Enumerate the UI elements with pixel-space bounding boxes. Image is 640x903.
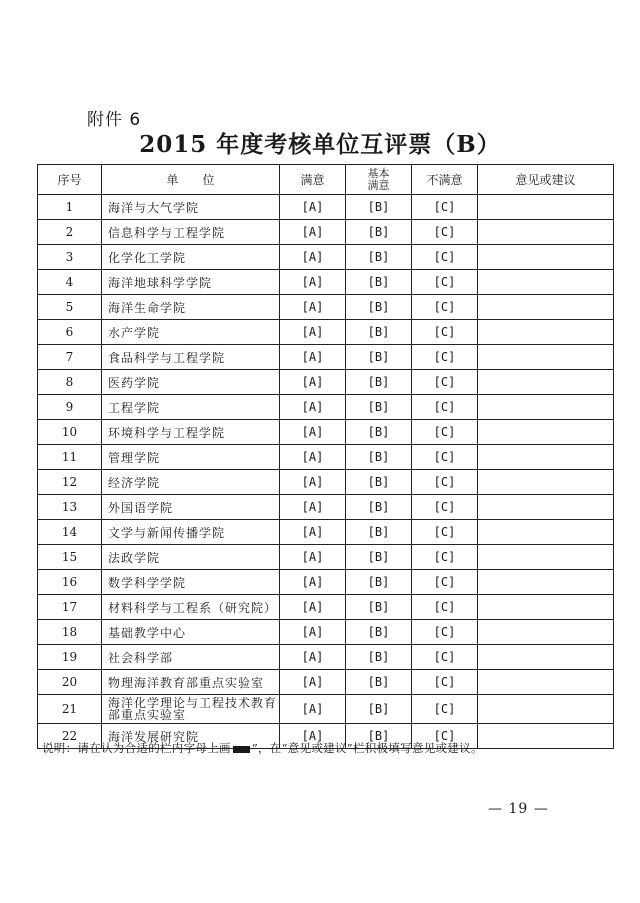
choice-b-basic-satisfied[interactable]: [B] — [346, 545, 412, 570]
choice-c-unsatisfied[interactable]: [C] — [412, 220, 478, 245]
choice-a-satisfied[interactable]: [A] — [280, 270, 346, 295]
row-unit-name: 材料科学与工程系（研究院） — [102, 595, 280, 620]
table-row — [38, 670, 614, 695]
choice-c-unsatisfied[interactable]: [C] — [412, 395, 478, 420]
comments-cell[interactable] — [478, 495, 614, 520]
instruction-note — [42, 740, 483, 756]
choice-a-satisfied[interactable]: [A] — [280, 470, 346, 495]
row-unit-name: 工程学院 — [102, 395, 280, 420]
row-index: 7 — [38, 345, 102, 370]
choice-a-satisfied[interactable]: [A] — [280, 520, 346, 545]
table-row — [38, 620, 614, 645]
table-row — [38, 595, 614, 620]
choice-c-unsatisfied[interactable]: [C] — [412, 570, 478, 595]
comments-cell[interactable] — [478, 195, 614, 220]
comments-cell[interactable] — [478, 695, 614, 724]
header-unsatisfied: 不满意 — [412, 165, 478, 195]
table-row — [38, 295, 614, 320]
comments-cell[interactable] — [478, 295, 614, 320]
choice-c-unsatisfied[interactable]: [C] — [412, 520, 478, 545]
table-row — [38, 245, 614, 270]
choice-b-basic-satisfied[interactable]: [B] — [346, 724, 412, 749]
choice-b-basic-satisfied[interactable]: [B] — [346, 395, 412, 420]
row-unit-name: 海洋地球科学学院 — [102, 270, 280, 295]
choice-c-unsatisfied[interactable]: [C] — [412, 295, 478, 320]
choice-c-unsatisfied[interactable]: [C] — [412, 724, 478, 749]
row-index: 19 — [38, 645, 102, 670]
row-unit-name: 食品科学与工程学院 — [102, 345, 280, 370]
row-unit-name: 经济学院 — [102, 470, 280, 495]
choice-a-satisfied[interactable]: [A] — [280, 195, 346, 220]
header-basic-line1: 基本 — [367, 166, 390, 180]
row-unit-name: 数学科学学院 — [102, 570, 280, 595]
choice-b-basic-satisfied[interactable]: [B] — [346, 195, 412, 220]
header-comments: 意见或建议 — [478, 165, 614, 195]
choice-c-unsatisfied[interactable]: [C] — [412, 270, 478, 295]
row-unit-name: 化学化工学院 — [102, 245, 280, 270]
choice-a-satisfied[interactable]: [A] — [280, 245, 346, 270]
comments-cell[interactable] — [478, 595, 614, 620]
row-index: 8 — [38, 370, 102, 395]
choice-b-basic-satisfied[interactable]: [B] — [346, 445, 412, 470]
choice-b-basic-satisfied[interactable]: [B] — [346, 320, 412, 345]
evaluation-table — [37, 164, 614, 749]
header-satisfied: 满意 — [280, 165, 346, 195]
table-row — [38, 395, 614, 420]
row-index: 18 — [38, 620, 102, 645]
header-index: 序号 — [38, 165, 102, 195]
choice-c-unsatisfied[interactable]: [C] — [412, 345, 478, 370]
row-index: 2 — [38, 220, 102, 245]
row-index: 13 — [38, 495, 102, 520]
row-index: 20 — [38, 670, 102, 695]
comments-cell[interactable] — [478, 545, 614, 570]
row-unit-name: 海洋发展研究院 — [102, 724, 280, 749]
row-unit-name: 医药学院 — [102, 370, 280, 395]
row-unit-name: 文学与新闻传播学院 — [102, 520, 280, 545]
row-unit-name: 海洋与大气学院 — [102, 195, 280, 220]
row-index: 3 — [38, 245, 102, 270]
choice-c-unsatisfied[interactable]: [C] — [412, 445, 478, 470]
choice-a-satisfied[interactable]: [A] — [280, 620, 346, 645]
row-index: 6 — [38, 320, 102, 345]
row-index: 4 — [38, 270, 102, 295]
choice-c-unsatisfied[interactable]: [C] — [412, 595, 478, 620]
table-row — [38, 270, 614, 295]
comments-cell[interactable] — [478, 370, 614, 395]
choice-c-unsatisfied[interactable]: [C] — [412, 695, 478, 724]
header-unit: 单 位 — [102, 165, 280, 195]
choice-a-satisfied[interactable]: [A] — [280, 695, 346, 724]
row-unit-name: 物理海洋教育部重点实验室 — [102, 670, 280, 695]
choice-b-basic-satisfied[interactable]: [B] — [346, 670, 412, 695]
choice-c-unsatisfied[interactable]: [C] — [412, 545, 478, 570]
choice-a-satisfied[interactable]: [A] — [280, 370, 346, 395]
choice-a-satisfied[interactable]: [A] — [280, 320, 346, 345]
comments-cell[interactable] — [478, 420, 614, 445]
choice-a-satisfied[interactable]: [A] — [280, 645, 346, 670]
table-row — [38, 695, 614, 724]
choice-a-satisfied[interactable]: [A] — [280, 395, 346, 420]
choice-b-basic-satisfied[interactable]: [B] — [346, 370, 412, 395]
note-text-after: ”，在“意见或建议”栏积极填写意见或建议。 — [251, 741, 483, 755]
choice-c-unsatisfied[interactable]: [C] — [412, 645, 478, 670]
page-number: — 19 — — [488, 801, 549, 817]
row-index: 1 — [38, 195, 102, 220]
choice-c-unsatisfied[interactable]: [C] — [412, 320, 478, 345]
table-row — [38, 470, 614, 495]
row-unit-name: 外国语学院 — [102, 495, 280, 520]
table-row — [38, 570, 614, 595]
choice-c-unsatisfied[interactable]: [C] — [412, 620, 478, 645]
table-row — [38, 645, 614, 670]
page-title: 2015 年度考核单位互评票（B） — [139, 131, 501, 158]
row-unit-name: 基础教学中心 — [102, 620, 280, 645]
row-index: 21 — [38, 695, 102, 724]
choice-b-basic-satisfied[interactable]: [B] — [346, 295, 412, 320]
choice-b-basic-satisfied[interactable]: [B] — [346, 570, 412, 595]
table-row — [38, 520, 614, 545]
row-index: 17 — [38, 595, 102, 620]
choice-b-basic-satisfied[interactable]: [B] — [346, 270, 412, 295]
comments-cell[interactable] — [478, 520, 614, 545]
table-row — [38, 370, 614, 395]
comments-cell[interactable] — [478, 320, 614, 345]
choice-c-unsatisfied[interactable]: [C] — [412, 420, 478, 445]
comments-cell[interactable] — [478, 670, 614, 695]
comments-cell[interactable] — [478, 395, 614, 420]
choice-b-basic-satisfied[interactable]: [B] — [346, 420, 412, 445]
row-unit-name: 水产学院 — [102, 320, 280, 345]
table-header-row — [38, 165, 614, 195]
choice-c-unsatisfied[interactable]: [C] — [412, 370, 478, 395]
row-unit-name: 法政学院 — [102, 545, 280, 570]
choice-b-basic-satisfied[interactable]: [B] — [346, 620, 412, 645]
row-index: 14 — [38, 520, 102, 545]
choice-a-satisfied[interactable]: [A] — [280, 570, 346, 595]
choice-b-basic-satisfied[interactable]: [B] — [346, 470, 412, 495]
comments-cell[interactable] — [478, 620, 614, 645]
marking-sample — [233, 746, 250, 753]
choice-c-unsatisfied[interactable]: [C] — [412, 495, 478, 520]
comments-cell[interactable] — [478, 245, 614, 270]
comments-cell[interactable] — [478, 724, 614, 749]
table-row — [38, 345, 614, 370]
row-index: 11 — [38, 445, 102, 470]
row-unit-name: 管理学院 — [102, 445, 280, 470]
row-index: 9 — [38, 395, 102, 420]
row-index: 12 — [38, 470, 102, 495]
row-unit-name: 环境科学与工程学院 — [102, 420, 280, 445]
row-index: 16 — [38, 570, 102, 595]
table-row — [38, 195, 614, 220]
choice-b-basic-satisfied[interactable]: [B] — [346, 345, 412, 370]
choice-a-satisfied[interactable]: [A] — [280, 420, 346, 445]
table-row — [38, 220, 614, 245]
comments-cell[interactable] — [478, 220, 614, 245]
choice-a-satisfied[interactable]: [A] — [280, 724, 346, 749]
choice-a-satisfied[interactable]: [A] — [280, 545, 346, 570]
row-unit-name: 海洋生命学院 — [102, 295, 280, 320]
choice-a-satisfied[interactable]: [A] — [280, 220, 346, 245]
choice-a-satisfied[interactable]: [A] — [280, 345, 346, 370]
attachment-label: 附件 6 — [87, 110, 142, 130]
row-index: 10 — [38, 420, 102, 445]
choice-b-basic-satisfied[interactable]: [B] — [346, 695, 412, 724]
choice-a-satisfied[interactable]: [A] — [280, 295, 346, 320]
choice-b-basic-satisfied[interactable]: [B] — [346, 645, 412, 670]
table-row — [38, 320, 614, 345]
choice-a-satisfied[interactable]: [A] — [280, 670, 346, 695]
note-text-before: 说明：请在认为合适的栏内字母上画 — [42, 741, 231, 755]
comments-cell[interactable] — [478, 645, 614, 670]
comments-cell[interactable] — [478, 345, 614, 370]
row-unit-name: 海洋化学理论与工程技术教育部重点实验室 — [102, 695, 280, 724]
table-row — [38, 445, 614, 470]
choice-c-unsatisfied[interactable]: [C] — [412, 245, 478, 270]
row-unit-name: 信息科学与工程学院 — [102, 220, 280, 245]
row-index: 5 — [38, 295, 102, 320]
row-index: 15 — [38, 545, 102, 570]
choice-a-satisfied[interactable]: [A] — [280, 495, 346, 520]
table-row — [38, 420, 614, 445]
table-row — [38, 545, 614, 570]
table-row — [38, 495, 614, 520]
row-unit-name: 社会科学部 — [102, 645, 280, 670]
choice-a-satisfied[interactable]: [A] — [280, 445, 346, 470]
comments-cell[interactable] — [478, 470, 614, 495]
choice-b-basic-satisfied[interactable]: [B] — [346, 220, 412, 245]
header-basic-line2: 满意 — [367, 178, 390, 192]
choice-b-basic-satisfied[interactable]: [B] — [346, 245, 412, 270]
choice-b-basic-satisfied[interactable]: [B] — [346, 495, 412, 520]
choice-b-basic-satisfied[interactable]: [B] — [346, 520, 412, 545]
row-index: 22 — [38, 724, 102, 749]
choice-c-unsatisfied[interactable]: [C] — [412, 470, 478, 495]
choice-b-basic-satisfied[interactable]: [B] — [346, 595, 412, 620]
comments-cell[interactable] — [478, 570, 614, 595]
header-basic-satisfied — [346, 165, 412, 195]
comments-cell[interactable] — [478, 270, 614, 295]
choice-c-unsatisfied[interactable]: [C] — [412, 670, 478, 695]
comments-cell[interactable] — [478, 445, 614, 470]
choice-a-satisfied[interactable]: [A] — [280, 595, 346, 620]
choice-c-unsatisfied[interactable]: [C] — [412, 195, 478, 220]
